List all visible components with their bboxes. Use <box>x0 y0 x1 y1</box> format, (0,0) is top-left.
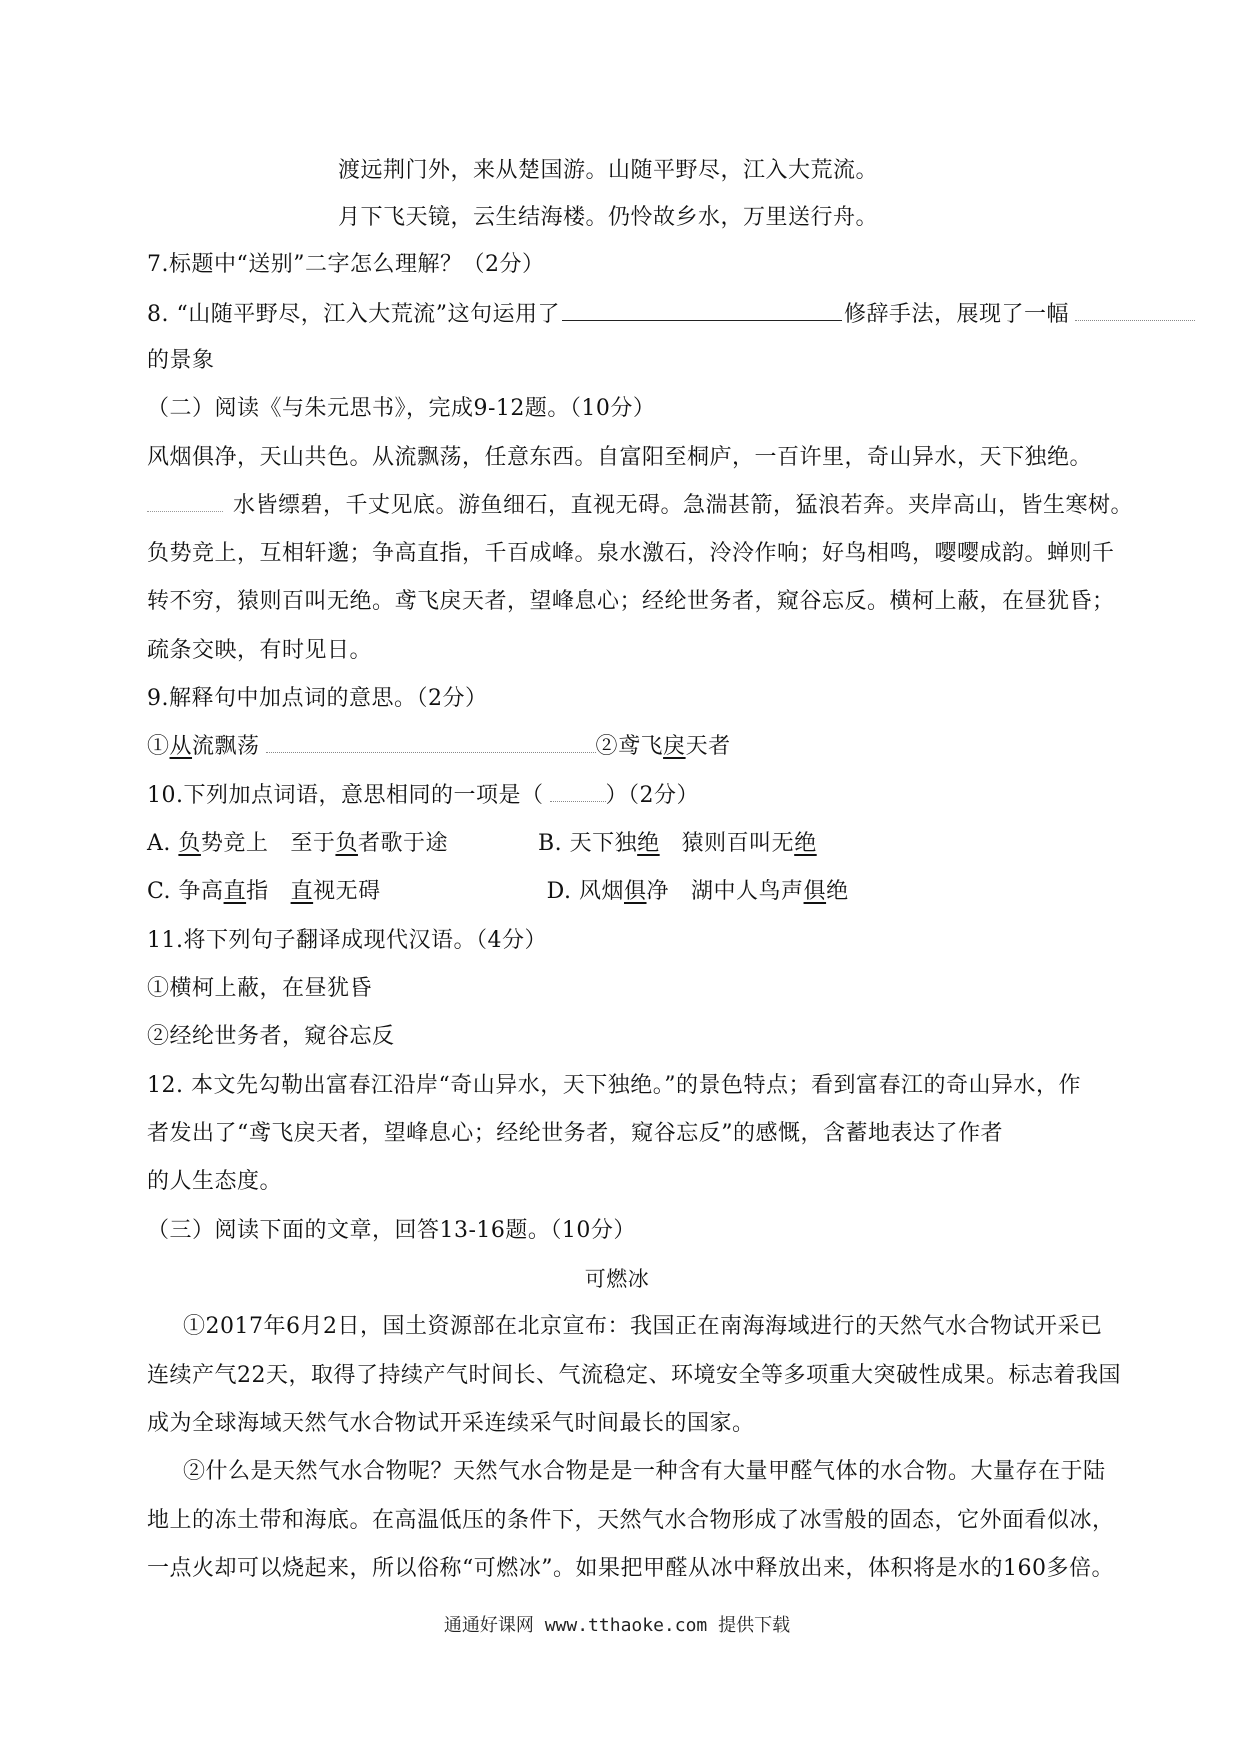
option-d-rest-2: 绝 <box>826 879 849 904</box>
option-a-word-1: 负 <box>178 831 201 856</box>
option-d-rest-1: 净 <box>646 879 670 904</box>
dotted-indent <box>147 493 223 512</box>
question-12-line-2: 者发出了“鸢飞戾天者，望峰息心；经纶世务者，窥谷忘反”的感慨，含蓄地表达了作者 <box>147 1121 1003 1146</box>
question-9-title: 9.解释句中加点词的意思。（2分） <box>147 686 488 711</box>
q9-item-1-prefix: ① <box>147 734 170 759</box>
option-c-word-1: 直 <box>223 879 247 904</box>
q9-item-2-prefix: ②鸢飞 <box>595 734 664 759</box>
passage-line-3: 负势竞上，互相轩邈；争高直指，千百成峰。泉水激石，泠泠作响；好鸟相鸣，嘤嘤成韵。蝉则千 <box>147 541 1115 566</box>
dotted-guide <box>1075 302 1195 321</box>
q10-title-suffix: ）（2分） <box>605 783 699 808</box>
option-d-prefix-2: 湖中人鸟声 <box>691 879 804 904</box>
article-p2-line-2: 地上的冻土带和海底。在高温低压的条件下，天然气水合物形成了冰雪般的固态，它外面看似冰， <box>147 1508 1115 1533</box>
q10-title-prefix: 10.下列加点词语，意思相同的一项是（ <box>147 783 544 808</box>
poem-line-2: 月下飞天镜，云生结海楼。仍怜故乡水，万里送行舟。 <box>338 205 879 230</box>
option-a-word-2: 负 <box>335 831 358 856</box>
q9-item-2-rest: 天者 <box>685 734 731 759</box>
passage-line-1: 风烟俱净，天山共色。从流飘荡，任意东西。自富阳至桐庐，一百许里，奇山异水，天下独绝。 <box>147 445 1093 470</box>
option-a-label: A. <box>147 831 171 856</box>
option-b-word-1: 绝 <box>637 831 660 856</box>
article-title: 可燃冰 <box>584 1267 650 1291</box>
section-2-heading: （二）阅读《与朱元思书》，完成9-12题。（10分） <box>147 396 656 421</box>
question-11-item-1: ①横柯上蔽，在昼犹昏 <box>147 976 373 1001</box>
option-d-word-1: 俱 <box>624 879 647 904</box>
q9-item-1-rest: 流飘荡 <box>192 734 260 759</box>
passage-line-5: 疏条交映，有时见日。 <box>147 638 373 663</box>
option-d-label: D. <box>546 879 572 904</box>
section-3-heading: （三）阅读下面的文章，回答13-16题。（10分） <box>147 1218 636 1243</box>
answer-blank[interactable] <box>562 298 842 321</box>
option-c-word-2: 直 <box>290 879 314 904</box>
passage-line-2-text: 水皆缥碧，千丈见底。游鱼细石，直视无碍。急湍甚箭，猛浪若奔。夹岸高山，皆生寒树。 <box>233 493 1134 518</box>
q9-item-2-word: 戾 <box>663 734 686 759</box>
option-d-word-2: 俱 <box>803 879 827 904</box>
passage-line-2 <box>147 491 1134 521</box>
article-p1-line-3: 成为全球海域天然气水合物试开采连续采气时间最长的国家。 <box>147 1411 755 1436</box>
question-8-continuation: 的景象 <box>147 348 215 373</box>
option-c-label: C. <box>147 879 172 904</box>
question-12-line-3: 的人生态度。 <box>147 1169 283 1194</box>
question-12-line-1: 12. 本文先勾勒出富春江沿岸“奇山异水，天下独绝。”的景色特点；看到富春江的奇山异水，作 <box>147 1073 1081 1098</box>
option-c-rest-2: 视无碍 <box>313 879 381 904</box>
footer-watermark: 通通好课网 www.tthaoke.com 提供下载 <box>443 1615 791 1636</box>
question-7: 7.标题中“送别”二字怎么理解？（2分） <box>147 252 545 277</box>
answer-dots-1[interactable] <box>266 734 596 753</box>
article-p2-line-1: ②什么是天然气水合物呢？天然气水合物是是一种含有大量甲醛气体的水合物。大量存在于陆 <box>183 1459 1106 1484</box>
option-b-label: B. <box>537 831 563 856</box>
answer-choice-blank[interactable] <box>550 783 606 802</box>
option-b-word-2: 绝 <box>794 831 817 856</box>
question-8-prefix: 8. “山随平野尽，江入大荒流”这句运用了 <box>147 302 560 327</box>
question-11-item-2: ②经纶世务者，窥谷忘反 <box>147 1024 395 1049</box>
q9-item-1-word: 从 <box>169 734 193 759</box>
question-8 <box>147 298 1087 330</box>
article-p2-line-3: 一点火却可以烧起来，所以俗称“可燃冰”。如果把甲醛从冰中释放出来，体积将是水的160多倍。 <box>147 1556 1114 1581</box>
poem-line-1: 渡远荆门外，来从楚国游。山随平野尽，江入大荒流。 <box>338 158 879 183</box>
question-8-suffix: 修辞手法，展现了一幅 <box>843 302 1069 327</box>
option-a-prefix-2: 至于 <box>290 831 336 856</box>
article-p1-line-1: ①2017年6月2日，国土资源部在北京宣布：我国正在南海海域进行的天然气水合物试开采已 <box>183 1314 1103 1339</box>
question-9-items <box>147 732 1087 762</box>
question-10-row-ab <box>147 829 1087 859</box>
article-p1-line-2: 连续产气22天，取得了持续产气时间长、气流稳定、环境安全等多项重大突破性成果。标志着我国 <box>147 1363 1121 1388</box>
option-d-prefix-1: 风烟 <box>578 879 624 904</box>
passage-line-4: 转不穷，猿则百叫无绝。鸢飞戾天者，望峰息心；经纶世务者，窥谷忘反。横柯上蔽，在昼犹昏； <box>147 589 1115 614</box>
question-10-title <box>147 781 1087 811</box>
option-c-prefix-1: 争高 <box>178 879 224 904</box>
question-10-row-cd <box>147 877 1087 907</box>
option-b-prefix-2: 猿则百叫无 <box>681 831 795 856</box>
question-11-title: 11.将下列句子翻译成现代汉语。（4分） <box>147 928 547 953</box>
option-a-rest-2: 者歌于途 <box>357 831 448 856</box>
option-c-rest-1: 指 <box>246 879 269 904</box>
option-b-prefix-1: 天下独 <box>569 831 638 856</box>
option-a-rest-1: 势竞上 <box>200 831 269 856</box>
